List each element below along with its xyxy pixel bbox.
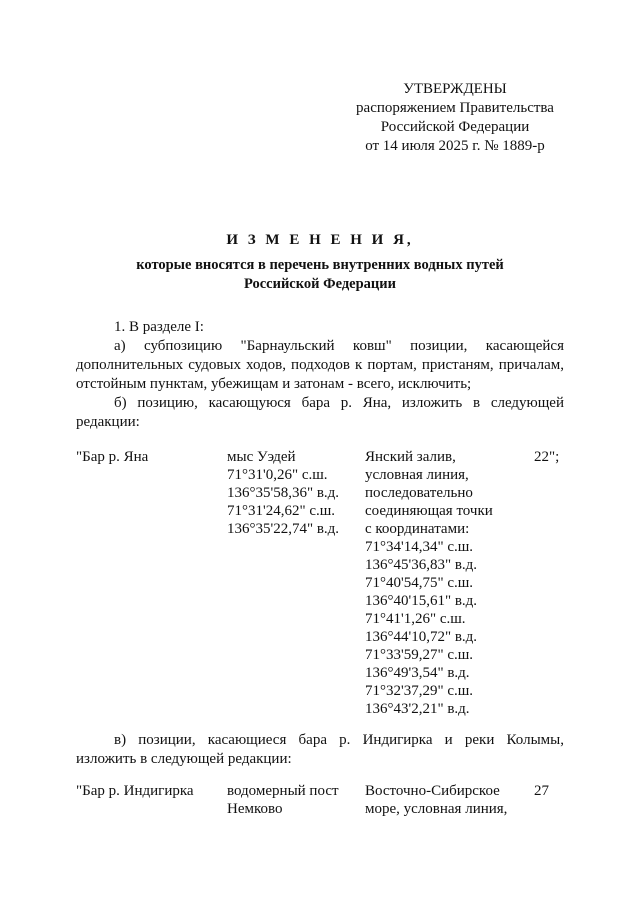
cell-line: 71°32'37,29" с.ш. <box>365 683 474 699</box>
cell-line: Немково <box>227 801 283 817</box>
approval-date: от 14 июля 2025 г. № 1889-р <box>365 138 545 154</box>
cell-line: 71°31'0,26" с.ш. <box>227 467 328 483</box>
cell-line: море, условная линия, <box>365 801 508 817</box>
start-point <box>227 448 367 538</box>
cell-line: мыс Уэдей <box>227 449 296 465</box>
approval-block <box>340 80 570 156</box>
table-row-yana <box>76 448 566 718</box>
document-title: И З М Е Н Е Н И Я, <box>226 232 414 248</box>
item-v-line-1: в) позиции, касающиеся бара р. Индигирка и реки Колымы, <box>114 732 564 748</box>
table-row-indigirka <box>76 782 566 822</box>
cell-line: 136°35'58,36" в.д. <box>227 485 340 501</box>
length: 27 <box>534 783 549 799</box>
cell-line: 136°49'3,54" в.д. <box>365 665 470 681</box>
cell-line: условная линия, <box>365 467 469 483</box>
cell-line: соединяющая точки <box>365 503 493 519</box>
approval-line-2: Российской Федерации <box>380 119 530 135</box>
river-name: "Бар р. Индигирка <box>76 783 194 799</box>
river-name: "Бар р. Яна <box>76 449 149 465</box>
item-b-line-1: б) позицию, касающуюся бара р. Яна, изложить в следующей <box>114 395 564 411</box>
cell-line: 71°33'59,27" с.ш. <box>365 647 474 663</box>
subtitle-line-2: Российской Федерации <box>243 276 396 292</box>
section-1 <box>76 318 564 432</box>
cell-line: 71°40'54,75" с.ш. <box>365 575 474 591</box>
cell-line: 136°43'2,21" в.д. <box>365 701 470 717</box>
approved-heading: УТВЕРЖДЕНЫ <box>403 81 507 97</box>
section-heading: 1. В разделе I: <box>114 319 204 335</box>
approval-line-1: распоряжением Правительства <box>356 100 554 116</box>
item-v-line-2: изложить в следующей редакции: <box>76 751 292 767</box>
item-a: а) субпозицию "Барнаульский ковш" позиции, касающейся дополнительных судовых ходов, подходов к портам, пристаням, причалам, отстойным пунктам, убежищам и затонам - всего, исключить; <box>76 338 564 392</box>
cell-line: 71°31'24,62" с.ш. <box>227 503 336 519</box>
start-point <box>227 782 367 818</box>
cell-line: 71°34'14,34" с.ш. <box>365 539 474 555</box>
cell-line: 136°45'36,83" в.д. <box>365 557 478 573</box>
cell-line: Янский залив, <box>365 449 456 465</box>
document-subtitle <box>0 256 640 294</box>
cell-line: 136°44'10,72" в.д. <box>365 629 478 645</box>
end-point <box>365 448 530 718</box>
item-b-line-2: редакции: <box>76 414 140 430</box>
cell-line: 136°35'22,74" в.д. <box>227 521 340 537</box>
cell-line: Восточно-Сибирское <box>365 783 500 799</box>
end-point <box>365 782 530 818</box>
cell-line: 71°41'1,26" с.ш. <box>365 611 466 627</box>
cell-line: с координатами: <box>365 521 470 537</box>
cell-line: последовательно <box>365 485 473 501</box>
item-v <box>76 731 564 769</box>
length: 22"; <box>534 449 560 465</box>
cell-line: 136°40'15,61" в.д. <box>365 593 478 609</box>
cell-line: водомерный пост <box>227 783 339 799</box>
subtitle-line-1: которые вносятся в перечень внутренних водных путей <box>136 257 504 273</box>
